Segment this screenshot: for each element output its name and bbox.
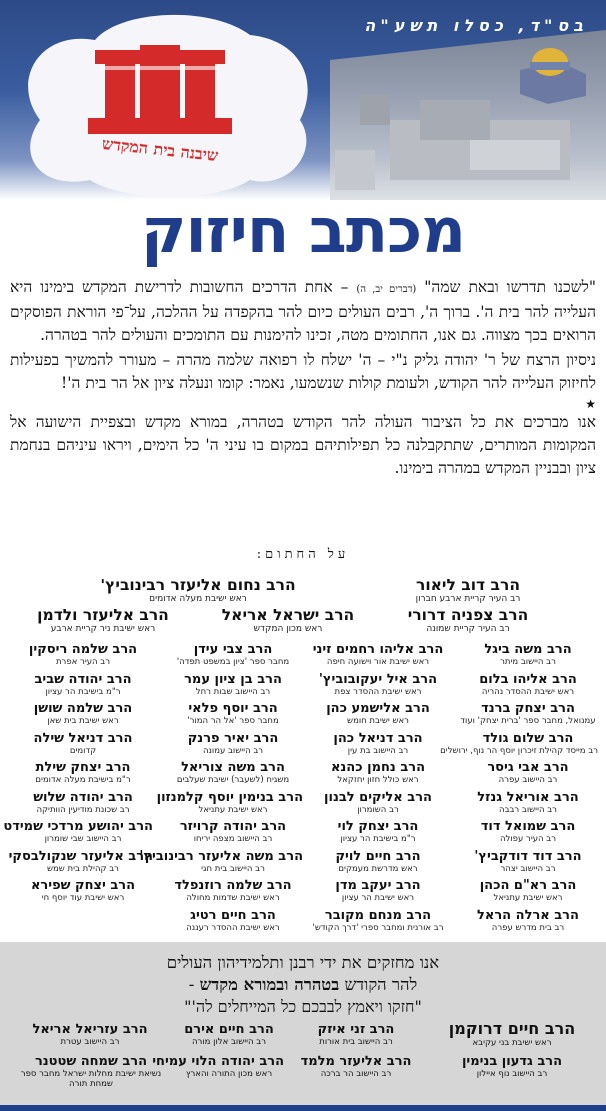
signer: הרב ישראל אריאל ראש מכון המקדש (221, 606, 355, 634)
signer: הרב אליהו בלום ראש ישיבת ההסדר נהריה (479, 671, 577, 697)
signer: הרב אבי גיסר רב היישוב עפרה (487, 760, 569, 785)
letter-body (10, 276, 596, 482)
signer: הרב יוסף פלאי מחבר ספר 'אל הר המור' (187, 701, 279, 726)
seal-text: שיבנה בית המקדש (101, 133, 220, 166)
signer: הרב אליהו רחמים זיני ראש ישיבת אור וישועה חיפה (312, 642, 444, 667)
signer: הרב שלמה שושן ראש ישיבת בית שאן (33, 701, 133, 726)
signer: הרב מנחם מקובר רב אורנית ומחבר ספרי 'דרך הקודש' (312, 907, 444, 933)
paragraph-2: ניסיון הרצח של ר' יהודה גליק נ"י – ה' ישלח לו רפואה שלמה מהרה – מעורר להמשיך בפעילות לחיזוק העלייה להר הקודש, ולעומת קולות שנשמעו, נאמר: קומו ונעלה ציון אל הר בית ה'! (10, 351, 596, 392)
endorser: הרב עזריאל אריאל רב היישוב עטרת (32, 1022, 148, 1047)
signer: הרב דניאל כהן רב היישוב בת עין (333, 730, 423, 756)
signer: הרב דוד דודקביץ' רב היישוב יצהר (474, 848, 582, 874)
paragraph-3: אנו מברכים את כל הציבור העולה להר הקודש בטהרה, במורא מקדש ובצפיית הישועה אל המקומות המותרים, שתתקבלנה כל תפילותיהם במקום בו עיני ה' כל הימים, ויראו עיניהם בנחמת ציון ובבניין המקדש במהרה בימינו. (10, 413, 596, 477)
date-label: בס"ד, כסלו תשע"ה (364, 16, 588, 35)
signer: הרב ארלה הראל רב בית מדרש עפרה (477, 907, 579, 933)
signer: הרב נחמן כהנא ראש כולל חזון יחזקאל (330, 760, 426, 785)
page-title: מכתב חיזוק (140, 194, 466, 267)
signer: הרב צבי עידן מחבר ספר 'ציון במשפט תפדה' (176, 642, 290, 667)
signer: הרב צפניה דרורי רב העיר קריית שמונה (407, 606, 529, 634)
signer: הרב יהודה קרויזר רב היישוב מצפה יריחו (179, 819, 287, 844)
signer: הרב איל יעקובוביץ' ראש ישיבת ההסדר צפת (318, 671, 438, 697)
signer: הרב חיים רטיג ראש ישיבת ההסדר רעננה (186, 907, 280, 933)
signer: הרב שלמה ריסקין רב העיר אפרת (28, 642, 138, 667)
signer: הרב שלום גולד רב מייסד קהילת זיכרון יוסף הר נוף, ירושלים (440, 730, 598, 756)
signer: הרב בן ציון עמר רב היישוב שבות רחל (184, 671, 282, 697)
signer: הרב יהודה שלוש רב שכונת מודיעין הוותיקה (33, 789, 133, 815)
signer: הרב יעקב מדן ראש ישיבת הר עציון (335, 878, 421, 903)
bottom-bar (0, 1105, 606, 1111)
signer: הרב יהודה שביב ר"מ בישיבת הר עציון (34, 671, 132, 697)
signer: הרב נחום אליעזר רבינוביץ' ראש ישיבת מעלה אדומים (100, 576, 296, 604)
signer: הרב משה צוריאל משגיח (לשעבר) ישיבת שעלבים (176, 760, 290, 785)
signer: הרב אוריאל גנזל רב היישוב רבבה (477, 789, 579, 815)
endorsement-line-2: להר הקודש בטהרה ובמורא מקדש - (188, 975, 418, 994)
endorser: הרב יהודה הלוי עמיחי ראש מכון התורה והארץ (152, 1054, 284, 1079)
signer: הרב דוב ליאור רב העיר קריית ארבע חברון (415, 576, 521, 604)
endorser: הרב חיים דרוקמן ראש ישיבת בני עקיבא (448, 1019, 576, 1048)
signer: הרב אליעזר ולדמן ראש ישיבת ניר קריית ארבע (37, 606, 169, 634)
endorser: הרב גדעון בנימין רב היישוב נוף איילון (461, 1054, 563, 1079)
signer: הרב בנימין יוסף קלמנזון ראש ישיבת עתניאל (156, 789, 303, 815)
signer: הרב רא"ם הכהן ראש ישיבת עתניאל (479, 878, 577, 903)
endorser: הרב אליעזר מלמד רב היישוב הר ברכה (300, 1054, 412, 1079)
endorsement-box (0, 942, 606, 1111)
endorser: הרב חיים אירם רב היישוב אלון מורה (184, 1022, 274, 1047)
paragraph-1: "לשכנו תדרשו ובאת שמה" (דברים יב, ה) – אחת הדרכים החשובות לדרישת המקדש בימינו היא העלייה להר בית ה'. ברוך ה', רבים העולים כיום להר בהקפדה על ההלכה, על־פי הוראת הפוסקים הרואים בכך מצווה. גם אנו, החתומים מטה, זכינו להימנות עם התומכים והעולים להר בטהרה. (10, 278, 596, 344)
signer: הרב יהושע מרדכי שמידט רב היישוב שבי שומרון (3, 819, 153, 844)
signer: הרב משה ביגל רב היישוב מיתר (484, 642, 572, 667)
star-divider: ★ (585, 397, 596, 411)
signer: הרב אלישמע כהן ראש ישיבת חומש (326, 701, 430, 726)
endorsement-quote: "חזקו ויאמץ לבבכם כל המייחלים לה'" (184, 997, 422, 1016)
signer: הרב יצחק לוי ר"מ בישיבת הר עציון (337, 819, 419, 844)
endorser: הרב שמחה שטטנר נשיאת ישיבת מחלות ישראל מחבר ספר שמחת תורה (20, 1054, 162, 1089)
signer: הרב חיים לויק ראש מדרשת מעמקים (335, 848, 421, 874)
header-banner (0, 0, 606, 200)
signer: הרב יצחק שילת ר"מ בישיבת מעלה אדומים (35, 760, 131, 785)
endorser: הרב זני איזק רב היישוב בית אורות (317, 1022, 395, 1047)
signer: הרב יצחק שפירא ראש ישיבת עוד יוסף חי (30, 878, 136, 903)
signer: הרב אליקים לבנון רב השומרון (324, 789, 432, 815)
signer: הרב שמואל דוד רב העיר עפולה (480, 819, 576, 844)
signer: הרב יצחק ברנד עמנואל, מחבר ספר 'ברית יצחק' ועוד (460, 701, 596, 726)
signer: הרב דניאל שילה קדומים (33, 730, 133, 756)
signer: הרב אליעזר שנקולבסקי רב קהילת בית שמש (8, 848, 153, 874)
signers-label: על החתום: (256, 547, 350, 562)
endorsement-line-1: אנו מחזקים את ידי רבנן ותלמידיהון העולים (166, 953, 440, 972)
signer: הרב משה אליעזר רבינוביץ' רב היישוב בית חגי (139, 848, 303, 874)
verse-reference: (דברים יב, ה) (356, 284, 417, 295)
signer: הרב יאיר פרנק רב היישוב עמונה (187, 730, 279, 756)
signer: הרב שלמה רוזנפלד ראש ישיבת שדמות מחולה (174, 878, 292, 903)
